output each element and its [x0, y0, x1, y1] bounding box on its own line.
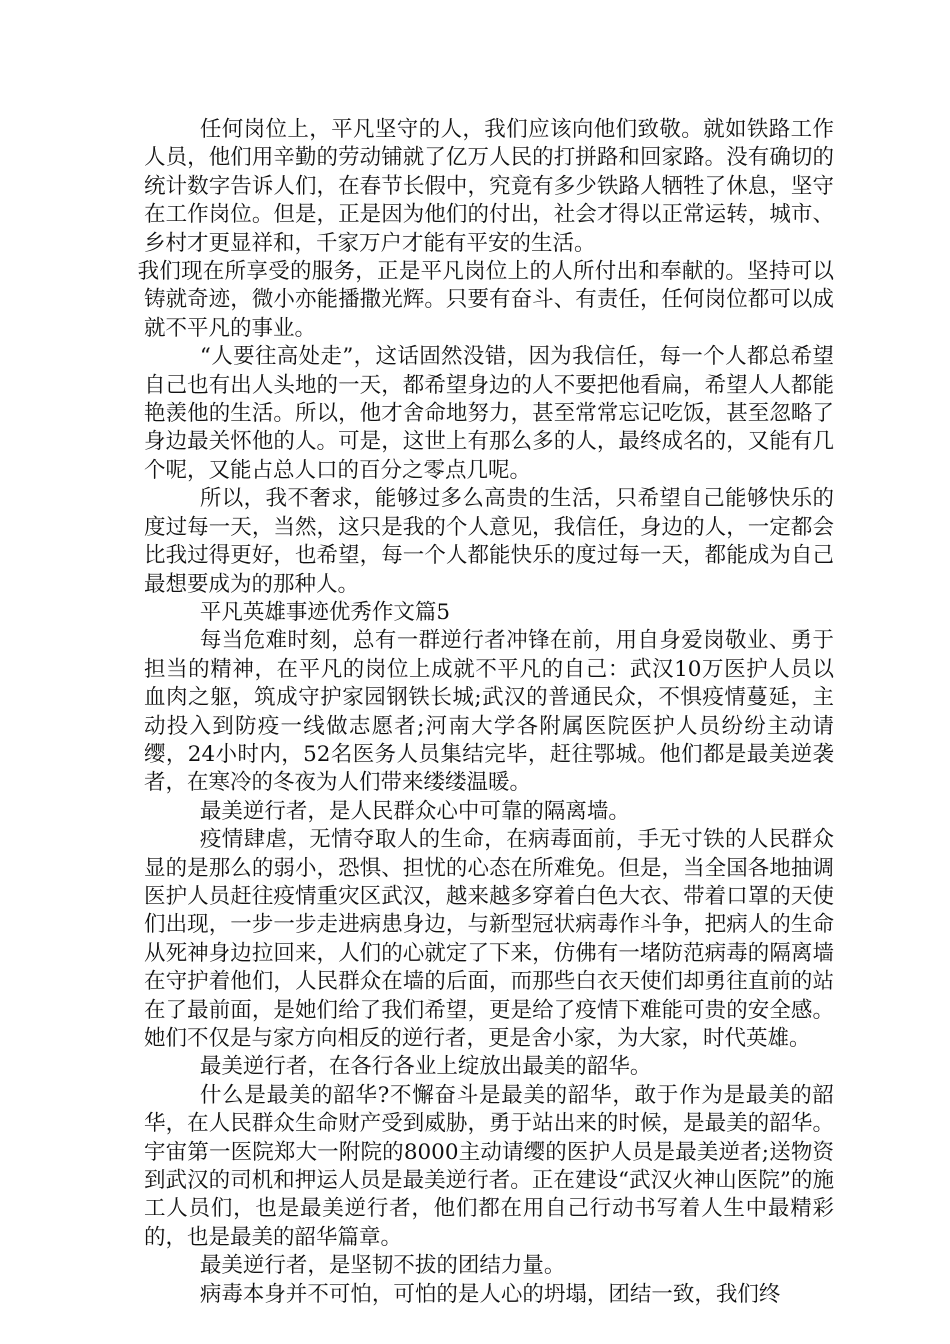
paragraph-8: 最美逆行者，在各行各业上绽放出最美的韶华。 — [199, 1054, 652, 1080]
paragraph-3: “人要往高处走”，这话固然没错，因为我信任，每一个人都总希望自己也有出人头地的一天，都希望身边的人不要把他看扁，希望人人都能艳羡他的生活。所以，他才舍命地努力，甚至常常忘记吃饭，甚至忽略了身边最关怀他的人。可是，这世上有那么多的人，最终成名的，又能有几个呢，又能占总人口的百分之零点几呢。 — [144, 344, 834, 483]
paragraph-10: 最美逆行者，是坚韧不拔的团结力量。 — [199, 1253, 566, 1279]
paragraph-11: 病毒本身并不可怕，可怕的是人心的坍塌，团结一致，我们终 — [199, 1281, 781, 1307]
paragraph-4: 所以，我不奢求，能够过多么高贵的生活，只希望自己能够快乐的度过每一天，当然，这只是我的个人意见，我信任，身边的人，一定都会比我过得更好，也希望，每一个人都能快乐的度过每一天，都能成为自己最想要成为的那种人。 — [144, 486, 834, 597]
document-body — [137, 116, 834, 1309]
paragraph-9: 什么是最美的韶华?不懈奋斗是最美的韶华，敢于作为是最美的韶华，在人民群众生命财产受到威胁，勇于站出来的时候，是最美的韶华。宇宙第一医院郑大一附院的8000主动请缨的医护人员是最美逆者;送物资到武汉的司机和押运人员是最美逆行者。正在建设“武汉火神山医院”的施工人员们，也是最美逆行者，他们都在用自己行动书写着人生中最精彩的，也是最美的韶华篇章。 — [144, 1082, 834, 1250]
paragraph-6: 最美逆行者，是人民群众心中可靠的隔离墙。 — [199, 798, 630, 824]
paragraph-7: 疫情肆虐，无情夺取人的生命，在病毒面前，手无寸铁的人民群众显的是那么的弱小，恐惧、担忧的心态在所难免。但是，当全国各地抽调医护人员赶往疫情重灾区武汉，越来越多穿着白色大衣、带着口罩的天使们出现，一步一步走进病患身边，与新型冠状病毒作斗争，把病人的生命从死神身边拉回来，人们的心就定了下来，仿佛有一堵防范病毒的隔离墙在守护着他们，人民群众在墙的后面，而那些白衣天使们却勇往直前的站在了最前面，是她们给了我们希望，更是给了疫情下难能可贵的安全感。她们不仅是与家方向相反的逆行者，更是舍小家，为大家，时代英雄。 — [144, 827, 834, 1051]
section-heading: 平凡英雄事迹优秀作文篇5 — [199, 599, 451, 625]
paragraph-5: 每当危难时刻，总有一群逆行者冲锋在前，用自身爱岗敬业、勇于担当的精神，在平凡的岗位上成就不平凡的自己：武汉10万医护人员以血肉之躯，筑成守护家园钢铁长城;武汉的普通民众，不惧疫情蔓延，主动投入到防疫一线做志愿者;河南大学各附属医院医护人员纷纷主动请缨，24小时内，52名医务人员集结完毕，赶往鄂城。他们都是最美逆袭者，在寒冷的冬夜为人们带来缕缕温暖。 — [144, 628, 834, 796]
paragraph-2: 我们现在所享受的服务，正是平凡岗位上的人所付出和奉献的。坚持可以铸就奇迹，微小亦能播撒光辉。只要有奋斗、有责任，任何岗位都可以成就不平凡的事业。 — [137, 259, 834, 341]
paragraph-1: 任何岗位上，平凡坚守的人，我们应该向他们致敬。就如铁路工作人员，他们用辛勤的劳动铺就了亿万人民的打拼路和回家路。没有确切的统计数字告诉人们，在春节长假中，究竟有多少铁路人牺牲了休息，坚守在工作岗位。但是，正是因为他们的付出，社会才得以正常运转，城市、乡村才更显祥和，千家万户才能有平安的生活。 — [144, 117, 834, 256]
